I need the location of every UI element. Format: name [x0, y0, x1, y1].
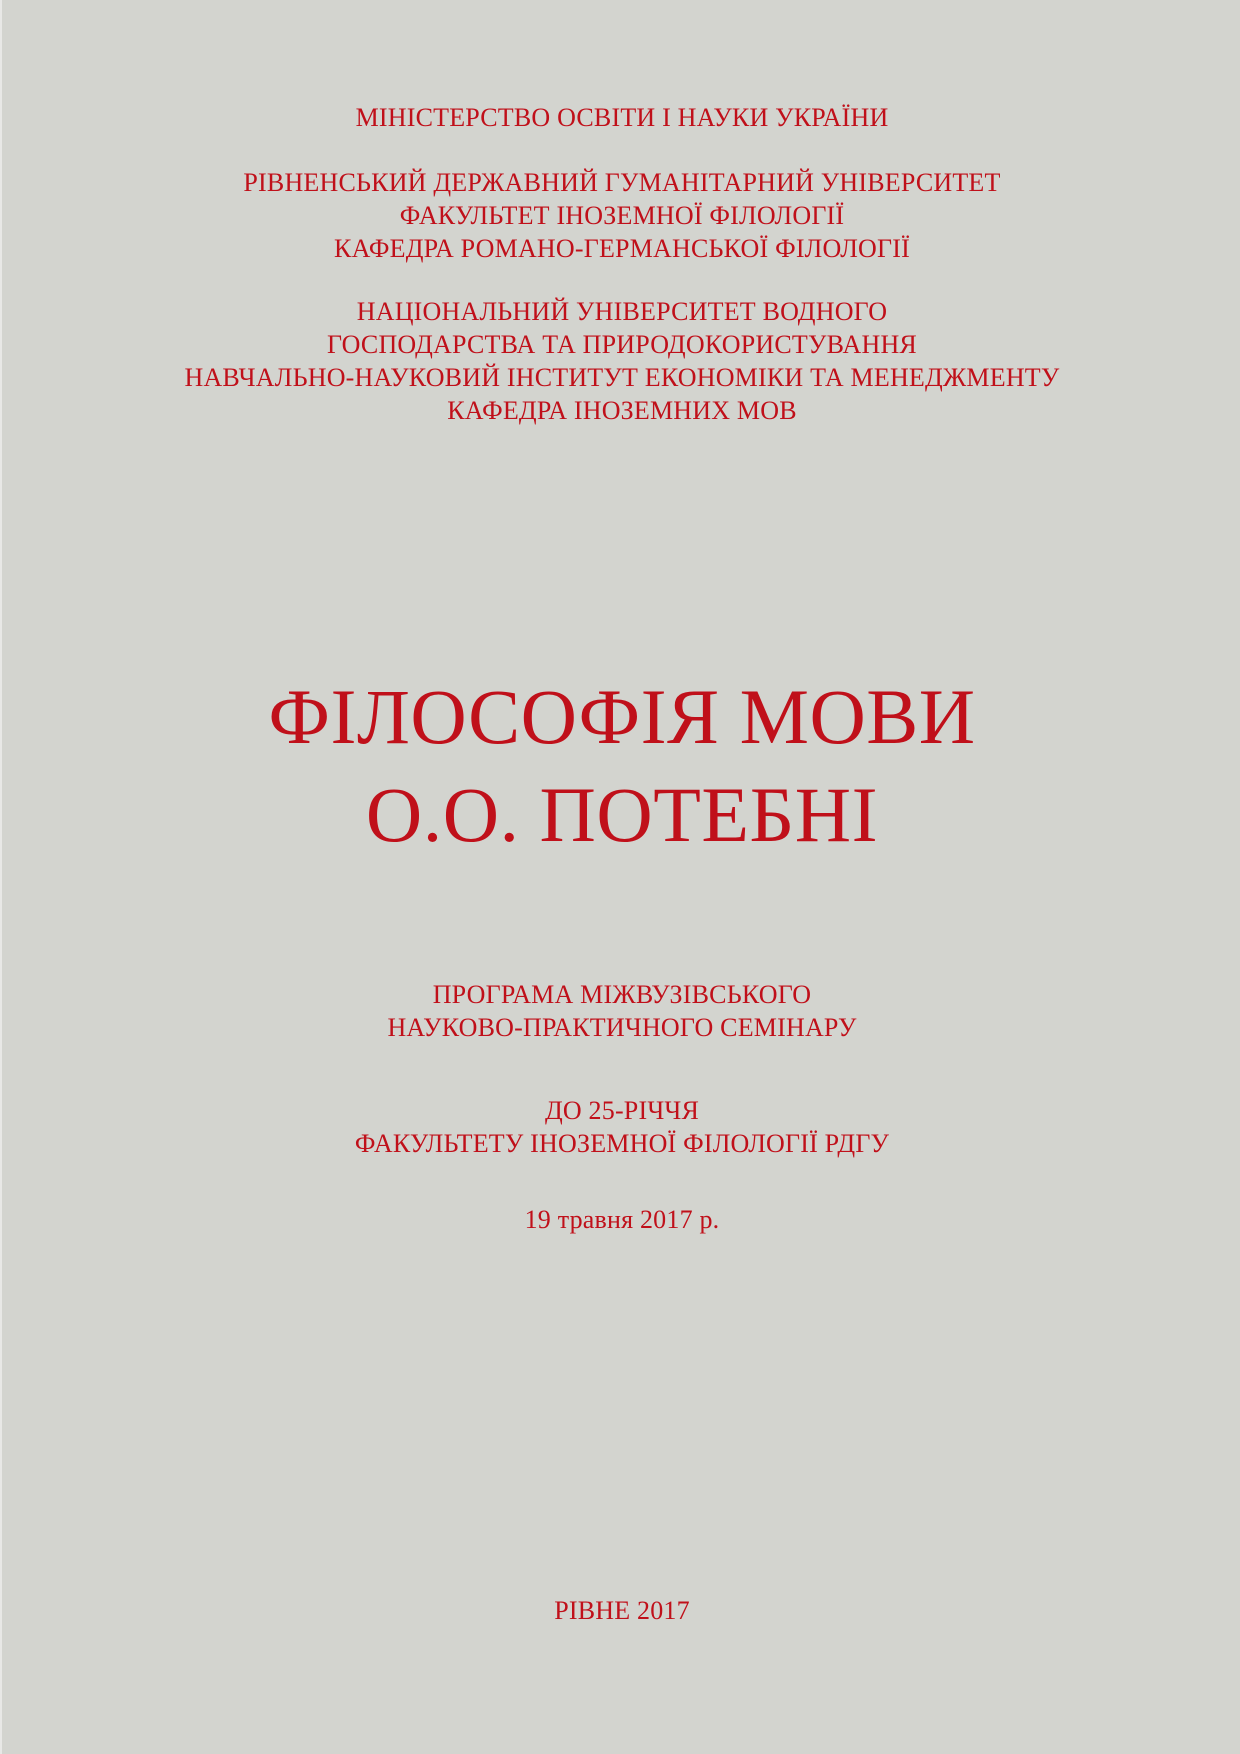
nuvgp-university-line-2: ГОСПОДАРСТВА ТА ПРИРОДОКОРИСТУВАННЯ — [327, 330, 917, 359]
nuvgp-department-line: КАФЕДРА ІНОЗЕМНИХ МОВ — [447, 396, 797, 425]
rdgu-affiliation — [2, 166, 1240, 265]
place-year-text: РІВНЕ 2017 — [554, 1596, 690, 1625]
rdgu-department-line: КАФЕДРА РОМАНО-ГЕРМАНСЬКОЇ ФІЛОЛОГІЇ — [334, 234, 910, 263]
ministry-heading — [2, 101, 1240, 134]
program-line-2: НАУКОВО-ПРАКТИЧНОГО СЕМІНАРУ — [387, 1013, 857, 1042]
footer-place-year — [2, 1594, 1240, 1627]
event-date-text: 19 травня 2017 р. — [524, 1205, 720, 1234]
program-subtitle — [2, 978, 1240, 1044]
anniversary-line-1: ДО 25-РІЧЧЯ — [544, 1096, 700, 1125]
anniversary-subtitle — [2, 1094, 1240, 1160]
nuvgp-university-line-1: НАЦІОНАЛЬНИЙ УНІВЕРСИТЕТ ВОДНОГО — [356, 297, 888, 326]
nuvgp-affiliation — [2, 295, 1240, 427]
nuvgp-institute-line: НАВЧАЛЬНО-НАУКОВИЙ ІНСТИТУТ ЕКОНОМІКИ ТА МЕНЕДЖМЕНТУ — [184, 363, 1060, 392]
title-line-1: ФІЛОСОФІЯ МОВИ — [268, 673, 976, 760]
rdgu-university-line: РІВНЕНСЬКИЙ ДЕРЖАВНИЙ ГУМАНІТАРНИЙ УНІВЕРСИТЕТ — [243, 168, 1001, 197]
ministry-line: МІНІСТЕРСТВО ОСВІТИ І НАУКИ УКРАЇНИ — [355, 103, 889, 132]
event-date — [2, 1203, 1240, 1236]
anniversary-line-2: ФАКУЛЬТЕТУ ІНОЗЕМНОЇ ФІЛОЛОГІЇ РДГУ — [354, 1129, 890, 1158]
program-line-1: ПРОГРАМА МІЖВУЗІВСЬКОГО — [432, 980, 812, 1009]
rdgu-faculty-line: ФАКУЛЬТЕТ ІНОЗЕМНОЇ ФІЛОЛОГІЇ — [399, 201, 845, 230]
title-line-2: О.О. ПОТЕБНІ — [365, 771, 879, 858]
document-title — [2, 668, 1240, 864]
